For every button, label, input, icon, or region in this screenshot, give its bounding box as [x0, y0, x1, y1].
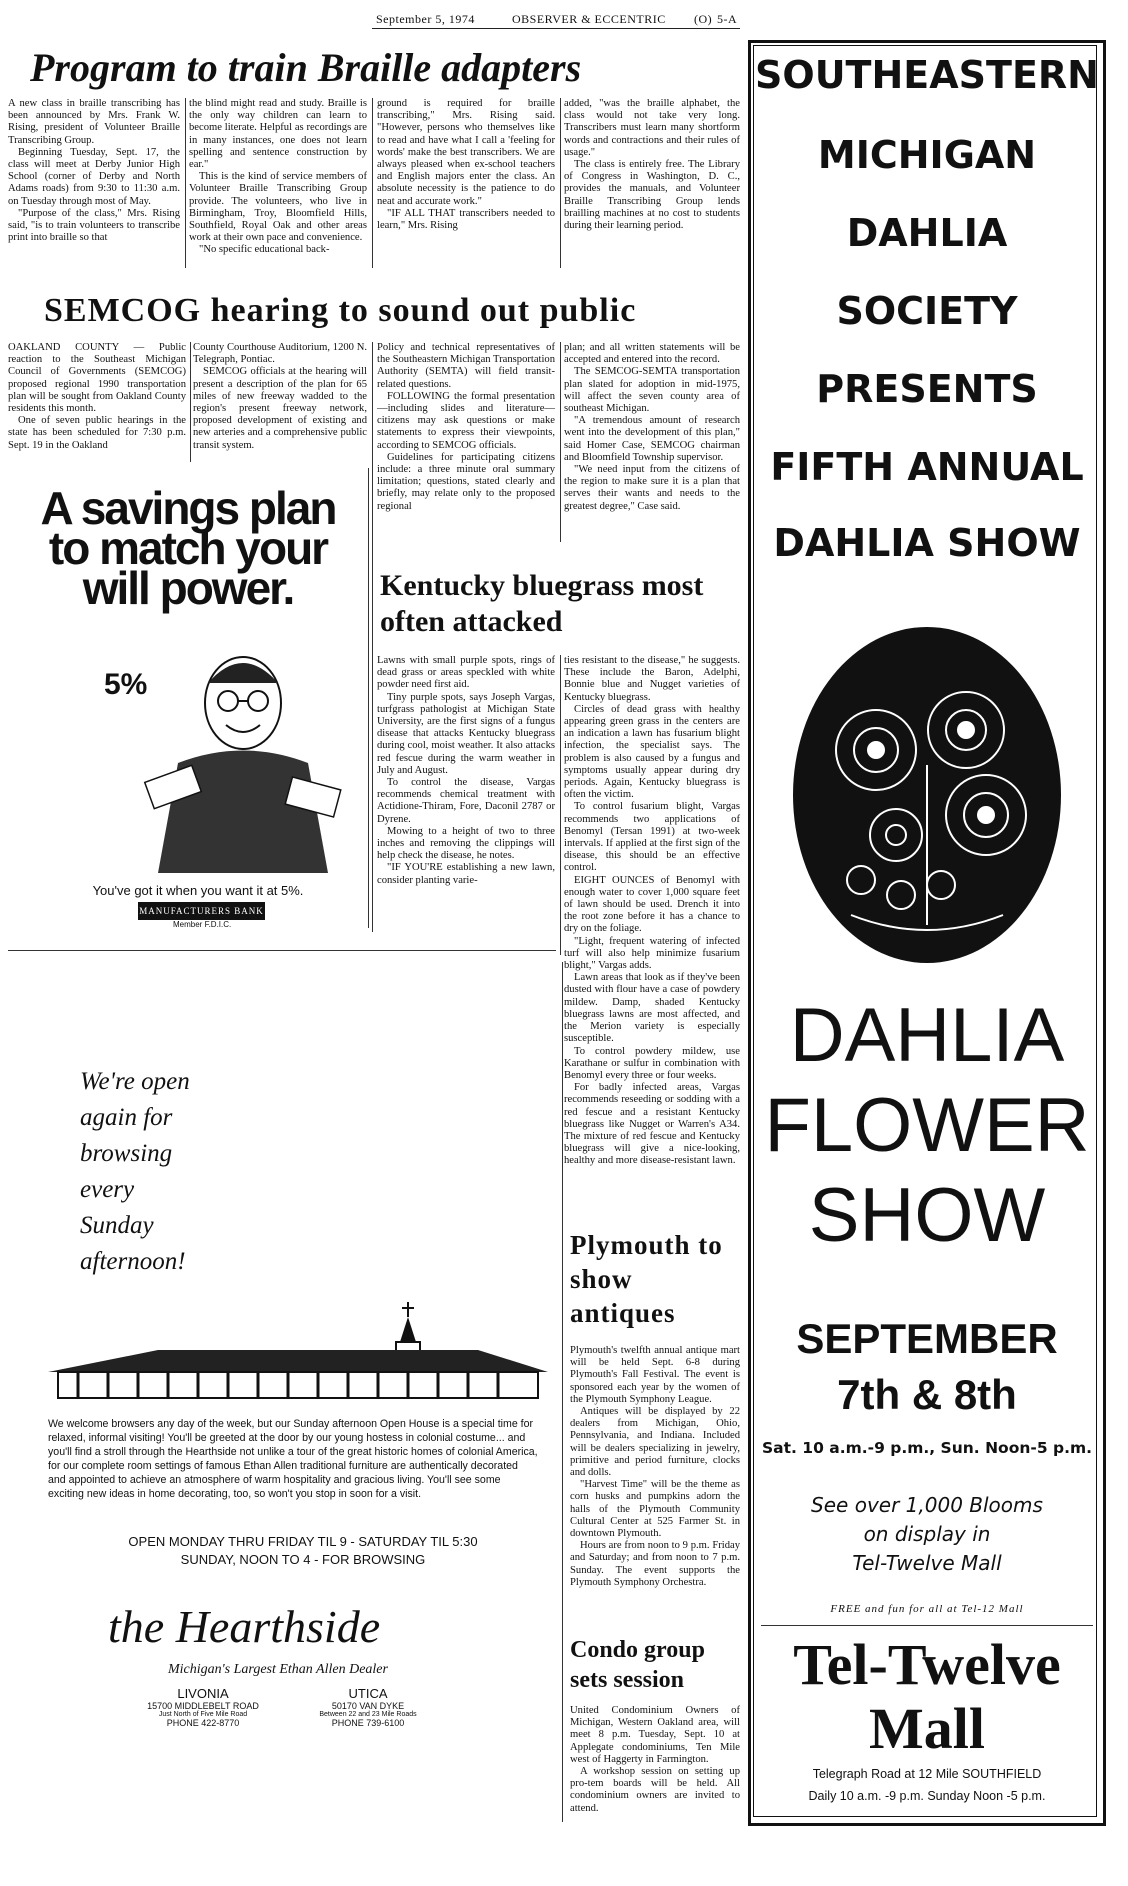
dahlia-big-dahlia: DAHLIA [789, 993, 1065, 1078]
bluegrass-col-2: ties resistant to the disease," he suggests. These include the Baron, Adelphi, Bonnie blue and Nugget varieties of Kentucky bluegrass. Circles of dead grass with healthy appearing green grass in the centers are an indication a lawn has fusarium blight infection, the specialist says. The problem is also caused by a fungus and symptoms usually appear during dry periods. Again, Kentucky bluegrass is often the victim. To control fusarium blight, Vargas recommends two applications of Benomyl (Tersan 1991) at two-week intervals. If applied at the first sign of the disease, this should be an effective control. EIGHT OUNCES of Benomyl with enough water to cover 1,000 square feet of lawn should be used. Drench it into the root zone before it has a chance to dry on the foliage. "Light, frequent watering of infected turf will also help minimize fusarium blight," Vargas adds. Lawn areas that look as if they've been dusted with flour have a case of powdery mildew. Damp, shaded Kentucky bluegrass lawns are most affected, and the Merion variety is especially susceptible. To control powdery mildew, use Karathane or sulfur in combination with Benomyl every three or four weeks. For badly infected areas, Vargas recommends reseeding or sodding with a red fescue and a resistant Kentucky bluegrass like Nugget or Warren's A34. The mixture of red fescue and Kentucky bluegrass will give a nice-looking, healthy and more disease-resistant lawn. [564, 655, 740, 1167]
savings-ad [8, 468, 369, 928]
hearthside-hours-sunday: SUNDAY, NOON TO 4 - FOR BROWSING [180, 1552, 426, 1567]
savings-fdic: Member F.D.I.C. [173, 920, 232, 929]
dahlia-line-presents: PRESENTS [816, 367, 1038, 411]
savings-headline: A savings plan to match your will power. [40, 482, 336, 614]
condo-headline: Condo group sets session [570, 1637, 705, 1693]
masthead-section: (O) [694, 12, 713, 26]
dahlia-see: See over 1,000 Blooms on display in Tel-Twelve Mall [811, 1493, 1043, 1575]
semcog-col-4: plan; and all written statements will be accepted and entered into the record. The SEMCOG-SEMTA transportation plan slated for adoption in mid-1975, will affect the seven county area of southeast Michigan. "A tremendous amount of research went into the development of this plan," said Homer Case, SEMCOG chairman and Bloomfield Township supervisor. "We need input from the citizens of the region to make sure it is a plan that serves their wants and needs to the greatest degree," Case said. [564, 342, 740, 512]
braille-col-4: added, "was the braille alphabet, the class would not take very long. Transcribers must learn many shortform words and contractions and their rules of usage." The class is entirely free. The Library of Congress in Washington, D. C., provides the manuals, and Volunteer Braille Transcribing Group lends brailling machines at no cost to students during their learning period. [564, 98, 740, 232]
hearthside-livonia: LIVONIA 15700 MIDDLEBELT ROAD Just North of Five Mile Road PHONE 422-8770 [147, 1686, 259, 1728]
dahlia-dates [751, 1311, 1103, 1423]
man-holding-money-illustration [138, 643, 348, 873]
antiques-body: Plymouth's twelfth annual antique mart will be held Sept. 6-8 during Plymouth's Fall Festival. The event is sponsored each year by the women of the Plymouth Symphony League. Antiques will be displayed by 22 dealers from Michigan, Ohio, Pennsylvania, and Indiana. Included will be dealers specializing in jewelry, primitive and period furniture, clocks and dolls. "Harvest Time" will be the theme as corn husks and pumpkins adorn the halls of the Plymouth Community Cultural Center at 525 Farmer St. in downtown Plymouth. Hours are from noon to 9 p.m. Friday and Saturday; and from noon to 7 p.m. Sunday. The event supports the Plymouth Symphony Orchestra. [570, 1345, 740, 1588]
dahlia-free: FREE and fun for all at Tel-12 Mall [830, 1603, 1024, 1615]
hearthside-hours-weekday: OPEN MONDAY THRU FRIDAY TIL 9 - SATURDAY TIL 5:30 [128, 1534, 478, 1549]
dahlia-times: Sat. 10 a.m.-9 p.m., Sun. Noon-5 p.m. [761, 1439, 1093, 1457]
dahlia-big-show: SHOW [808, 1173, 1046, 1258]
masthead-date: September 5, 1974 [376, 12, 475, 26]
dahlia-date-month: SEPTEMBER [796, 1315, 1058, 1362]
dahlia-big-flower: FLOWER [764, 1083, 1090, 1168]
braille-col-2: the blind might read and study. Braille is the only way children can learn to become literate. Helpful as recordings are in many instances, one does not learn spelling and sentence construction by ear." This is the kind of service members of Volunteer Braille Transcribing Group provide. The volunteers, who live in Birmingham, Troy, Bloomfield Hills, Southfield, Royal Oak and other areas work at their own pace and convenience. "No specific educational back- [189, 98, 367, 256]
masthead-page: 5-A [717, 12, 738, 26]
hearthside-ad [8, 962, 556, 1822]
braille-headline: Program to train Braille adapters [30, 45, 582, 90]
semcog-headline: SEMCOG hearing to sound out public [44, 292, 637, 329]
semcog-col-3: Policy and technical representatives of the Southeastern Michigan Transportation Authority (SEMTA) will field transit-related questions. FOLLOWING the formal presentation—including slides and literature—citizens may ask questions or make statements to express their viewpoints, according to SEMCOG officials. Guidelines for participating citizens include: a three minute oral summary limitation; questions, stated clearly and briefly, may relate only to the proposed regional [377, 342, 556, 512]
dahlia-mall-address: Telegraph Road at 12 Mile SOUTHFIELD [812, 1767, 1042, 1781]
semcog-col-1: OAKLAND COUNTY — Public reaction to the Southeast Michigan Council of Governments (SEMCOG) proposed regional 1990 transportation plan will be sought from Oakland County residents this month. One of seven public hearings in the state has been scheduled for 7:30 p.m. Sept. 19 in the Oakland [8, 342, 186, 451]
dahlia-line-southeastern: SOUTHEASTERN [755, 53, 1099, 97]
bluegrass-col-1: Lawns with small purple spots, rings of dead grass or areas speckled with white powder need first aid. Tiny purple spots, says Joseph Vargas, turfgrass pathologist at Michigan State University, are the first signs of a fungus disease that attacks Kentucky bluegrass during cool, moist weather. It also attacks red fescue during the warm weather in July and August. To control the disease, Vargas recommends chemical treatment with Actidione-Thiram, Fore, Daconil 2787 or Dyrene. Mowing to a height of two to three inches and removing the clippings will help check the disease, he notes. "IF YOU'RE establishing a new lawn, consider planting varie- [377, 655, 555, 886]
savings-percent: 5% [104, 668, 148, 701]
bluegrass-headline: Kentucky bluegrass most often attacked [380, 569, 704, 638]
dahlia-date-days: 7th & 8th [837, 1371, 1017, 1418]
dahlia-line-society: SOCIETY [836, 289, 1018, 333]
braille-col-3: ground is required for braille transcribing," Mrs. Rising said. "However, persons who themselves like to read and have what I call a 'feeling for words' make the best transcribers. We are always pleased when ex-school teachers and English majors enter the class. An absolute necessity is the patience to do neat and accurate work." "IF ALL THAT transcribers needed to learn," Mrs. Rising [377, 98, 555, 232]
hearthside-building-illustration [38, 1302, 548, 1402]
hearthside-body: We welcome browsers any day of the week, but our Sunday afternoon Open House is a special time for relaxed, informal visiting! You'll be greeted at the door by our young hostess in colonial costume... and you'll find a stroll through the Hearthside not unlike a tour of the great historic homes of colonial America, for our complete room settings of famous Ethan Allen traditional furniture are authentically decorated and appointed to achieve an atmosphere of warm hospitality and gracious living. You'll see some exciting new ideas in home decorating, too, so won't you stop in soon for a visit. [48, 1418, 538, 1500]
manufacturers-bank-logo: MANUFACTURERS BANK [138, 902, 265, 920]
semcog-col-2: County Courthouse Auditorium, 1200 N. Telegraph, Pontiac. SEMCOG officials at the hearing will present a description of the plan for 65 miles of new freeway wadded to the region's present freeway network, proposed development of existing and new arteries and a comprehensive public transit system. [193, 342, 367, 451]
dahlia-line-dahlia: DAHLIA [846, 211, 1008, 255]
dahlia-flower-illustration [791, 625, 1063, 965]
hearthside-utica: UTICA 50170 VAN DYKE Between 22 and 23 Mile Roads PHONE 739-6100 [319, 1686, 417, 1728]
condo-body: United Condominium Owners of Michigan, Western Oakland area, will meet 8 p.m. Tuesday, Sept. 10 at Applegate condominiums, Ten Mile west of Haggerty in Farmington. A workshop session on setting up pro-tem boards will be held. All condominium owners are invited to attend. [570, 1705, 740, 1814]
masthead [372, 12, 740, 29]
antiques-headline: Plymouth to show antiques [570, 1230, 723, 1328]
dahlia-big-text [751, 991, 1103, 1261]
savings-tagline: You've got it when you want it at 5%. [92, 883, 304, 898]
masthead-paper: OBSERVER & ECCENTRIC [512, 12, 666, 26]
dahlia-line-dahlia-show: DAHLIA SHOW [773, 521, 1081, 565]
dahlia-show-ad [748, 40, 1106, 1826]
dahlia-line-fifth-annual: FIFTH ANNUAL [770, 445, 1084, 489]
hearthside-dealer: Michigan's Largest Ethan Allen Dealer [168, 1662, 388, 1677]
hearthside-logo: the Hearthside [108, 1601, 381, 1652]
tel-twelve-mall-logo: Tel-Twelve Mall [793, 1632, 1061, 1761]
dahlia-mall-hours: Daily 10 a.m. -9 p.m. Sunday Noon -5 p.m. [808, 1789, 1046, 1803]
hearthside-script: We're open again for browsing every Sunday afternoon! [80, 1068, 190, 1275]
dahlia-line-michigan: MICHIGAN [817, 133, 1037, 177]
braille-col-1: A new class in braille transcribing has been announced by Mrs. Frank W. Rising, president of Volunteer Braille Transcribing Group. Beginning Tuesday, Sept. 17, the class will meet at Derby Junior High School (corner of Derby and North Adams roads) from 9:30 to 11:30 a.m. on Tuesday through most of May. "Purpose of the class," Mrs. Rising said, "is to train volunteers to transcribe print into braille so that [8, 98, 180, 244]
